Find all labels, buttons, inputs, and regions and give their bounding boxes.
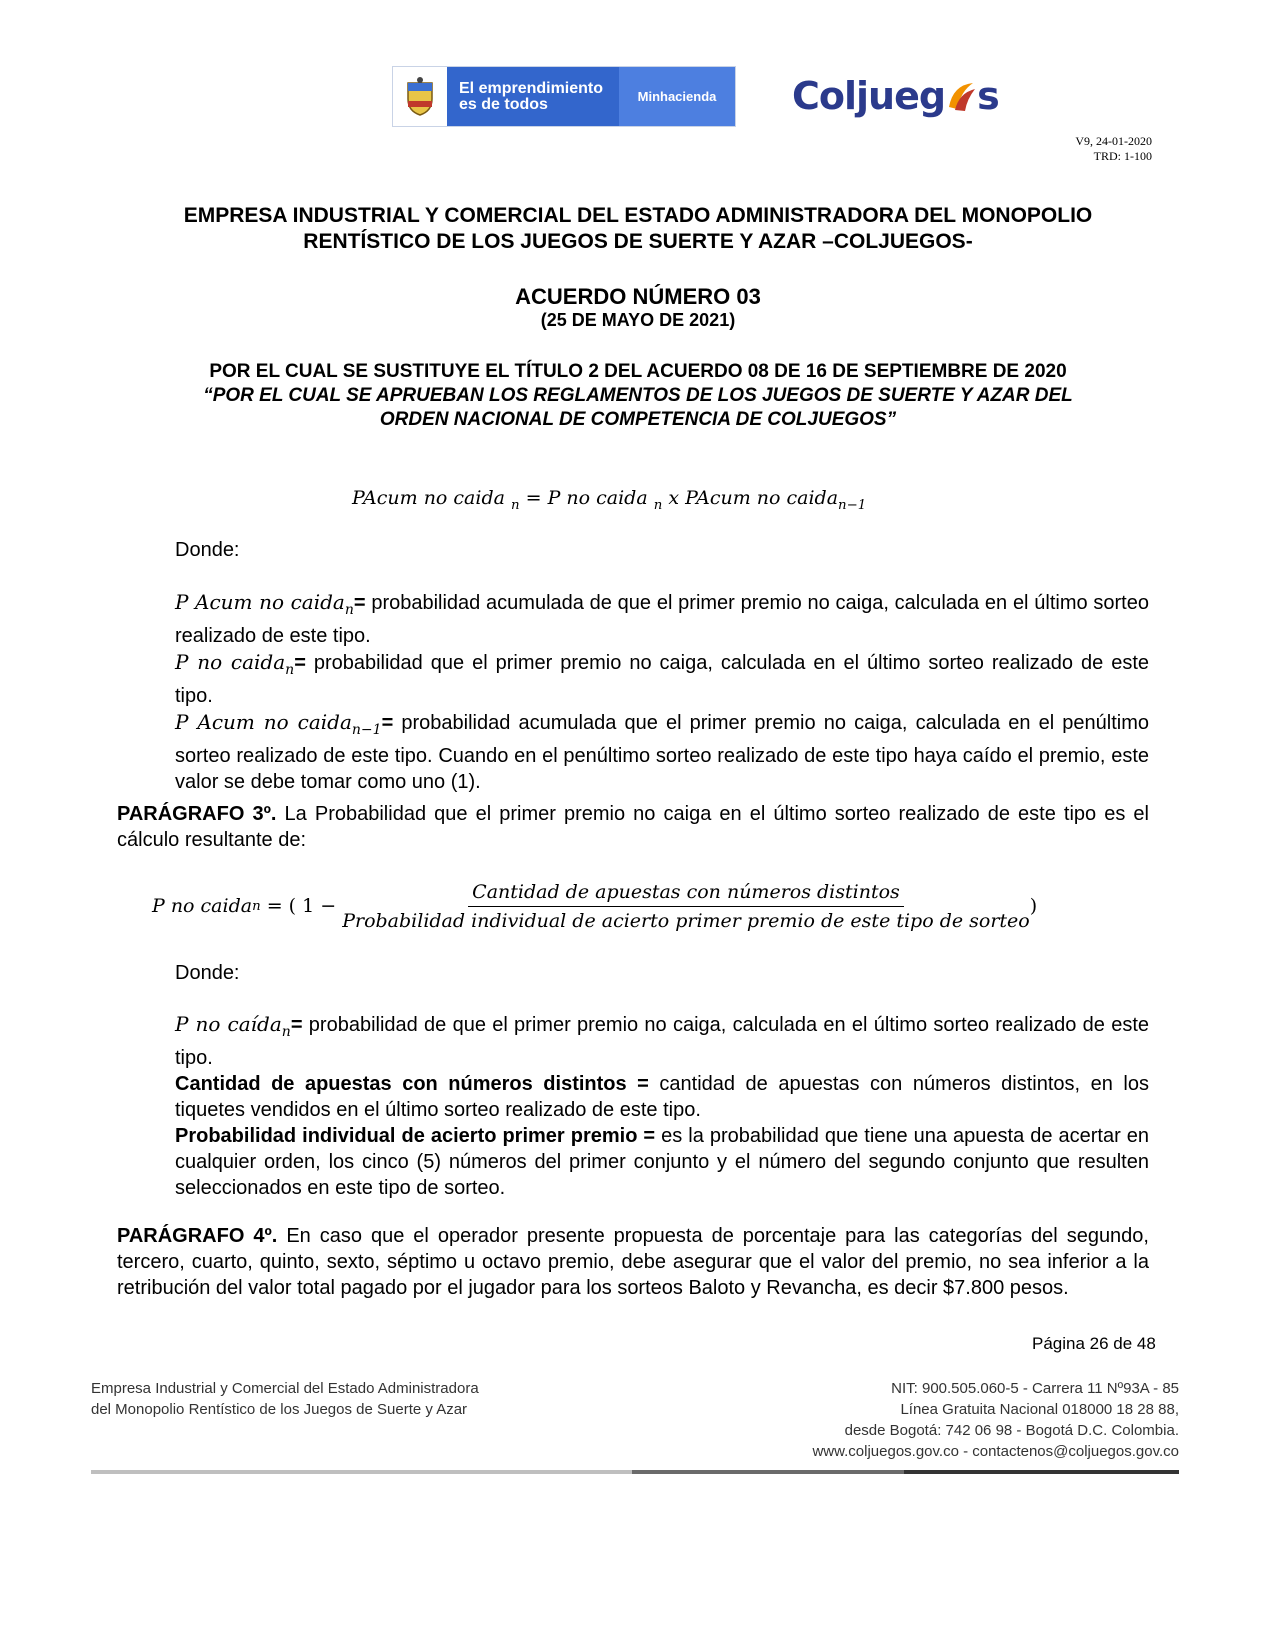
agreement-number: ACUERDO NÚMERO 03 [515,284,761,309]
footer-nit-address: NIT: 900.505.060-5 - Carrera 11 Nº93A - 85 [891,1380,1179,1397]
page-number: Página 26 de 48 [1032,1334,1156,1353]
government-logo-banner [392,66,736,127]
paragraph-3-label: PARÁGRAFO 3º. [117,803,277,825]
footer-divider [91,1470,1179,1474]
coat-of-arms-icon [393,67,447,126]
paragraph-3-text: La Probabilidad que el primer premio no caiga en el último sorteo realizado de este tipo es el cálculo resultante de: [117,803,1149,851]
footer-entity-line2: del Monopolio Rentístico de los Juegos de Suerte y Azar [91,1401,468,1418]
definition-item: P no caida$_n$= probabilidad que el primer premio no caiga, calculada en el último sorteo realizado de este tipo. [175,650,1150,707]
footer-web-email: www.coljuegos.gov.co - contactenos@coljuegos.gov.co [812,1443,1179,1460]
footer-contact [812,1378,1179,1462]
donde-label: Donde: [175,539,240,561]
footer-bogota-phone: desde Bogotá: 742 06 98 - Bogotá D.C. Colombia. [844,1422,1179,1439]
ministry-label: Minhacienda [619,67,735,126]
gov-slogan-line1: El emprendimiento [459,79,604,97]
entity-title [100,203,1176,255]
definitions-list-2 [175,1011,1149,1201]
donde-label-2: Donde: [175,962,240,984]
subject-line1: POR EL CUAL SE SUSTITUYE EL TÍTULO 2 DEL ACUERDO 08 DE 16 DE SEPTIEMBRE DE 2020 [209,361,1067,382]
paragraph-4-label: PARÁGRAFO 4º. [117,1225,278,1247]
subject-line3: ORDEN NACIONAL DE COMPETENCIA DE COLJUEGOS” [379,409,897,430]
definitions-list-1 [175,589,1149,795]
definition-item: P no caída$_n$= probabilidad de que el primer premio no caiga, calculada en el último sorteo realizado de este tipo. [175,1012,1149,1069]
agreement-subject [100,360,1176,432]
definition-item: P Acum no caida$_{n-1}$= probabilidad acumulada que el primer premio no caiga, calculada en el penúltimo sorteo realizado de este tipo. Cuando en el penúltimo sorteo realizado de este tipo haya caído el premio, este valor se debe tomar como uno (1). [175,710,1149,793]
subject-line2: “POR EL CUAL SE APRUEBAN LOS REGLAMENTOS DE LOS JUEGOS DE SUERTE Y AZAR DEL [203,385,1073,406]
document-version [1075,134,1152,164]
fraction-numerator: Cantidad de apuestas con números distintos [468,881,904,907]
paragraph-3 [117,801,1149,853]
definition-item: P Acum no caida$_n$= probabilidad acumulada de que el primer premio no caiga, calculada en el último sorteo realizado de este tipo. [175,590,1149,647]
cumulative-probability-formula: PAcum no caida $_n$ = P no caida $_n$ x PAcum no caida$_{n-1}$ [352,487,867,513]
fraction-denominator: Probabilidad individual de acierto primer premio de este tipo de sorteo [342,909,1030,932]
entity-title-line2: RENTÍSTICO DE LOS JUEGOS DE SUERTE Y AZAR –COLJUEGOS- [303,230,973,253]
paragraph-4-text: En caso que el operador presente propuesta de porcentaje para las categorías del segundo, tercero, cuarto, quinto, sexto, séptimo u octavo premio, debe asegurar que el valor del premio, no sea inferior a la retribución del valor total pagado por el jugador para los sorteos Baloto y Revancha, es decir $7.800 pesos. [117,1225,1149,1299]
gov-slogan [447,67,619,126]
gov-slogan-line2: es de todos [459,95,548,113]
paragraph-4 [117,1223,1149,1301]
formula-fraction [342,881,1030,932]
no-fall-probability-formula: P no caida n = ( 1 − Cantidad de apuestas con números distintos Probabilidad individual de acierto primer premio de este tipo de sorteo ) [152,880,1038,932]
version-code: V9, 24-01-2020 [1075,134,1152,148]
coljuegos-swirl-icon [945,79,977,113]
coljuegos-logo: Coljueg s [792,74,999,118]
agreement-date: (25 DE MAYO DE 2021) [540,310,736,330]
definition-item: Cantidad de apuestas con números distintos = cantidad de apuestas con números distintos, en los tiquetes vendidos en el último sorteo realizado de este tipo. [175,1073,1149,1121]
footer-entity-line1: Empresa Industrial y Comercial del Estado Administradora [91,1380,479,1397]
definition-item: Probabilidad individual de acierto primer premio = es la probabilidad que tiene una apuesta de acertar en cualquier orden, los cinco (5) números del primer conjunto y el número del segundo conjunto que resulten seleccionados en este tipo de sorteo. [175,1125,1150,1199]
trd-code: TRD: 1-100 [1093,149,1152,163]
footer-hotline: Línea Gratuita Nacional 018000 18 28 88, [900,1401,1179,1418]
footer-entity [91,1378,479,1420]
entity-title-line1: EMPRESA INDUSTRIAL Y COMERCIAL DEL ESTADO ADMINISTRADORA DEL MONOPOLIO [183,204,1093,227]
